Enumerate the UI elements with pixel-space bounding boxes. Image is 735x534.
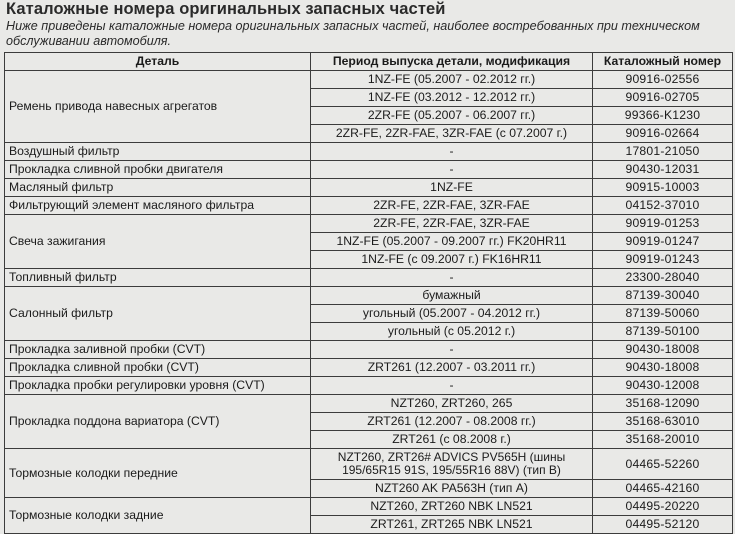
catalog-number-cell: 04495-52120 bbox=[593, 516, 733, 534]
part-name-cell: Тормозные колодки задние bbox=[5, 498, 311, 534]
period-cell: NZT260 AK PA563H (тип A) bbox=[311, 480, 593, 498]
catalog-number-cell: 90919-01253 bbox=[593, 215, 733, 233]
catalog-number-cell: 35168-20010 bbox=[593, 431, 733, 449]
period-cell: 1NZ-FE (03.2012 - 12.2012 гг.) bbox=[311, 89, 593, 107]
period-cell: - bbox=[311, 377, 593, 395]
table-header-row bbox=[5, 53, 733, 71]
table-row bbox=[5, 143, 733, 161]
catalog-number-cell: 90916-02664 bbox=[593, 125, 733, 143]
table-row bbox=[5, 341, 733, 359]
catalog-number-cell: 23300-28040 bbox=[593, 269, 733, 287]
catalog-number-cell: 04465-52260 bbox=[593, 449, 733, 480]
catalog-number-cell: 87139-50100 bbox=[593, 323, 733, 341]
catalog-number-cell: 90919-01243 bbox=[593, 251, 733, 269]
catalog-number-cell: 04152-37010 bbox=[593, 197, 733, 215]
catalog-number-cell: 90430-18008 bbox=[593, 341, 733, 359]
period-cell: ZRT261, ZRT265 NBK LN521 bbox=[311, 516, 593, 534]
period-cell: 1NZ-FE (05.2007 - 02.2012 гг.) bbox=[311, 71, 593, 89]
table-row bbox=[5, 71, 733, 89]
part-name-cell: Топливный фильтр bbox=[5, 269, 311, 287]
table-row bbox=[5, 498, 733, 516]
period-cell: 2ZR-FE, 2ZR-FAE, 3ZR-FAE (с 07.2007 г.) bbox=[311, 125, 593, 143]
table-row bbox=[5, 161, 733, 179]
part-name-cell: Фильтрующий элемент масляного фильтра bbox=[5, 197, 311, 215]
catalog-number-cell: 90430-12008 bbox=[593, 377, 733, 395]
part-name-cell: Масляный фильтр bbox=[5, 179, 311, 197]
catalog-number-cell: 90919-01247 bbox=[593, 233, 733, 251]
part-name-cell: Тормозные колодки передние bbox=[5, 449, 311, 498]
table-row bbox=[5, 395, 733, 413]
table-row bbox=[5, 179, 733, 197]
period-cell: 1NZ-FE (с 09.2007 г.) FK16HR11 bbox=[311, 251, 593, 269]
part-name-cell: Свеча зажигания bbox=[5, 215, 311, 269]
header-period: Период выпуска детали, модификация bbox=[311, 53, 593, 71]
catalog-number-cell: 35168-63010 bbox=[593, 413, 733, 431]
part-name-cell: Воздушный фильтр bbox=[5, 143, 311, 161]
period-cell: 2ZR-FE, 2ZR-FAE, 3ZR-FAE bbox=[311, 215, 593, 233]
period-cell: ZRT261 (12.2007 - 03.2011 гг.) bbox=[311, 359, 593, 377]
catalog-number-cell: 90916-02556 bbox=[593, 71, 733, 89]
period-cell: 1NZ-FE (05.2007 - 09.2007 гг.) FK20HR11 bbox=[311, 233, 593, 251]
period-cell: ZRT261 (с 08.2008 г.) bbox=[311, 431, 593, 449]
part-name-cell: Салонный фильтр bbox=[5, 287, 311, 341]
intro-text: Ниже приведены каталожные номера оригинальных запасных частей, наиболее востребованных при техническом обслуживании автомобиля. bbox=[6, 19, 700, 48]
part-name-cell: Прокладка заливной пробки (CVT) bbox=[5, 341, 311, 359]
table-row bbox=[5, 197, 733, 215]
catalog-number-cell: 99366-K1230 bbox=[593, 107, 733, 125]
parts-table bbox=[4, 52, 733, 534]
period-cell: NZT260, ZRT260, 265 bbox=[311, 395, 593, 413]
catalog-number-cell: 90430-18008 bbox=[593, 359, 733, 377]
header-part: Деталь bbox=[5, 53, 311, 71]
period-cell: - bbox=[311, 143, 593, 161]
header-number: Каталожный номер bbox=[593, 53, 733, 71]
period-cell: бумажный bbox=[311, 287, 593, 305]
period-cell: - bbox=[311, 161, 593, 179]
period-cell: NZT260, ZRT26# ADVICS PV565H (шины 195/65R15 91S, 195/55R16 88V) (тип B) bbox=[311, 449, 593, 480]
table-body bbox=[5, 71, 733, 534]
table-row bbox=[5, 359, 733, 377]
catalog-number-cell: 90915-10003 bbox=[593, 179, 733, 197]
catalog-number-cell: 04465-42160 bbox=[593, 480, 733, 498]
period-cell: 2ZR-FE (05.2007 - 06.2007 гг.) bbox=[311, 107, 593, 125]
period-cell: 1NZ-FE bbox=[311, 179, 593, 197]
table-row bbox=[5, 215, 733, 233]
period-cell: ZRT261 (12.2007 - 08.2008 гг.) bbox=[311, 413, 593, 431]
catalog-number-cell: 17801-21050 bbox=[593, 143, 733, 161]
period-cell: 2ZR-FE, 2ZR-FAE, 3ZR-FAE bbox=[311, 197, 593, 215]
catalog-number-cell: 90430-12031 bbox=[593, 161, 733, 179]
catalog-number-cell: 87139-30040 bbox=[593, 287, 733, 305]
catalog-number-cell: 04495-20220 bbox=[593, 498, 733, 516]
catalog-number-cell: 87139-50060 bbox=[593, 305, 733, 323]
catalog-number-cell: 90916-02705 bbox=[593, 89, 733, 107]
table-row bbox=[5, 269, 733, 287]
part-name-cell: Прокладка сливной пробки (CVT) bbox=[5, 359, 311, 377]
part-name-cell: Прокладка сливной пробки двигателя bbox=[5, 161, 311, 179]
table-row bbox=[5, 287, 733, 305]
period-cell: NZT260, ZRT260 NBK LN521 bbox=[311, 498, 593, 516]
part-name-cell: Прокладка поддона вариатора (CVT) bbox=[5, 395, 311, 449]
period-cell: угольный (с 05.2012 г.) bbox=[311, 323, 593, 341]
table-row bbox=[5, 377, 733, 395]
catalog-number-cell: 35168-12090 bbox=[593, 395, 733, 413]
part-name-cell: Ремень привода навесных агрегатов bbox=[5, 71, 311, 143]
table-row bbox=[5, 449, 733, 480]
period-cell: угольный (05.2007 - 04.2012 гг.) bbox=[311, 305, 593, 323]
part-name-cell: Прокладка пробки регулировки уровня (CVT) bbox=[5, 377, 311, 395]
page-title: Каталожные номера оригинальных запасных частей bbox=[6, 0, 446, 18]
period-cell: - bbox=[311, 269, 593, 287]
period-cell: - bbox=[311, 341, 593, 359]
